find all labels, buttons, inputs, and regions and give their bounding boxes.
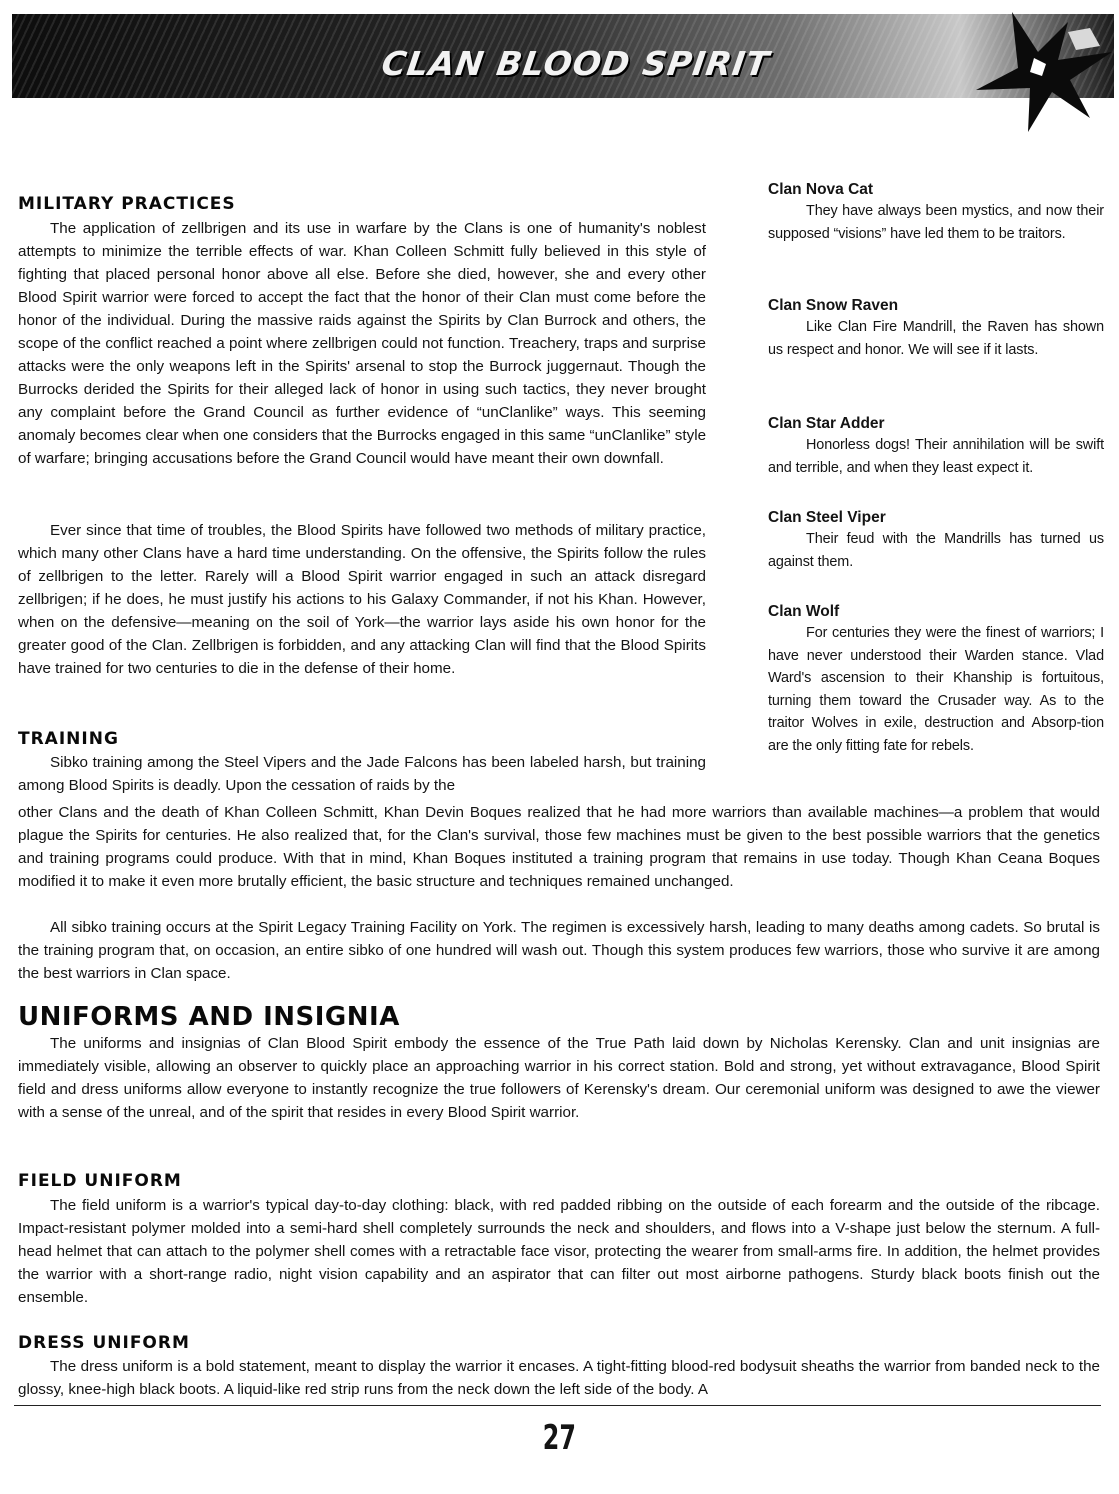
field-uniform-paragraph: The field uniform is a warrior's typical day-to-day clothing: black, with red padded ribbing on the outside of each forearm and the outside of the ribcage. Impact-resistant polymer molded into a semi-hard shell completely surrounds the neck and shoulders, and flows into a V-shape just below the sternum. A full-head helmet that can attach to the polymer shell comes with a retractable face visor, protecting the wearer from small-arms fire. In addition, the helmet provides the warrior with a short-range radio, night vision capability and an aspirator that can filter out most airborne pathogens. Sturdy black boots finish out the ensemble. [18,1197,1100,1306]
sidebar-entry-text: Their feud with the Mandrills has turned us against them. [768,531,1104,570]
training-paragraph-1-wide: other Clans and the death of Khan Colleen Schmitt, Khan Devin Boques realized that he had more warriors than available machines—a problem that would plague the Spirits for centuries. He also realized that, for the Clan's survival, those few machines must be given to the best possible warriors that the genetics and training programs could produce. With that in mind, Khan Boques instituted a training program that remains in use today. Though Khan Ceana Boques modified it to make it even more brutally efficient, the basic structure and techniques remained unchanged. [18,804,1100,890]
sidebar-entry-text: Honorless dogs! Their annihilation will be swift and terrible, and when they least expect it. [768,437,1104,476]
military-paragraph-2: Ever since that time of troubles, the Blood Spirits have followed two methods of military practice, which many other Clans have a hard time understanding. On the offensive, the Spirits follow the rules of zellbrigen to the letter. Rarely will a Blood Spirit warrior engaged in such an attack disregard zellbrigen; if he does, he must justify his actions to his Galaxy Commander, if not his Khan. However, when on the defensive—meaning on the soil of York—the warrior lays aside his own honor for the greater good of the Clan. Zellbrigen is forbidden, and any attacking Clan will find that the Blood Spirits have trained for two centuries to die in the defense of their home. [18,522,706,677]
field-uniform-heading: FIELD UNIFORM [18,1171,182,1191]
footer-rule [14,1405,1101,1406]
star-emblem-icon [972,2,1118,134]
sidebar-entry-text: They have always been mystics, and now their supposed “visions” have led them to be traitors. [768,203,1104,242]
sidebar-entry-wolf [768,602,1104,757]
military-paragraph-1: The application of zellbrigen and its use in warfare by the Clans is one of humanity's noblest attempts to minimize the terrible effects of war. Khan Colleen Schmitt fully believed in this style of fighting that placed personal honor above all else. Before she died, however, she and every other Blood Spirit warrior were forced to accept the fact that the honor of their Clan must come before the honor of the individual. During the massive raids against the Spirits by Clan Burrock and others, the scope of the conflict reached a point where zellbrigen could not function. Treachery, traps and surprise attacks were the only weapons left in the Spirits' arsenal to stop the Burrock juggernaut. Though the Burrocks derided the Spirits for their alleged lack of honor in using such tactics, they never brought any complaint before the Grand Council as further evidence of “unClanlike” ways. This seeming anomaly becomes clear when one considers that the Burrocks engaged in this same “unClanlike” style of warfare; bringing accusations before the Grand Council would have meant their own downfall. [18,220,707,467]
sidebar-entry-snow-raven [768,296,1104,361]
dress-uniform-paragraph: The dress uniform is a bold statement, meant to display the warrior it encases. A tight-fitting blood-red bodysuit sheaths the warrior from banded neck to the glossy, knee-high black boots. A liquid-like red strip runs from the neck down the left side of the body. A [18,1358,1100,1398]
header-banner [12,14,1114,98]
training-paragraph-1-narrow: Sibko training among the Steel Vipers and the Jade Falcons has been labeled harsh, but training among Blood Spirits is deadly. Upon the cessation of raids by the [18,754,706,794]
page-title: CLAN BLOOD SPIRIT [379,44,773,83]
sidebar-entry-steel-viper [768,508,1104,573]
dress-uniform-heading: DRESS UNIFORM [18,1333,190,1353]
uniforms-paragraph: The uniforms and insignias of Clan Blood Spirit embody the essence of the True Path laid down by Nicholas Kerensky. Clan and unit insignias are immediately visible, allowing an observer to quickly place an approaching warrior in his correct station. Bold and strong, yet without extravagance, Blood Spirit field and dress uniforms allow everyone to instantly recognize the true followers of Kerensky's dream. Our ceremonial uniform was designed to awe the viewer with a sense of the unreal, and of the spirit that resides in every Blood Spirit warrior. [18,1035,1100,1121]
sidebar-entry-title: Clan Snow Raven [768,297,899,314]
training-heading: TRAINING [18,729,119,749]
sidebar-entry-title: Clan Wolf [768,603,840,620]
training-paragraph-2: All sibko training occurs at the Spirit Legacy Training Facility on York. The regimen is excessively harsh, leading to many deaths among cadets. So brutal is the training program that, on occasion, an entire sibko of one hundred will wash out. Though this system produces few warriors, those who survive it are among the best warriors in Clan space. [18,919,1100,982]
uniforms-heading: UNIFORMS AND INSIGNIA [18,1002,400,1032]
sidebar-entry-title: Clan Steel Viper [768,509,886,526]
sidebar-entry-star-adder [768,414,1104,479]
page-number: 27 [542,1418,576,1458]
sidebar-entry-nova-cat [768,180,1104,245]
sidebar-entry-title: Clan Nova Cat [768,181,874,198]
sidebar-entry-title: Clan Star Adder [768,415,885,432]
sidebar-entry-text: Like Clan Fire Mandrill, the Raven has shown us respect and honor. We will see if it lasts. [768,319,1104,358]
military-practices-heading: MILITARY PRACTICES [18,194,236,214]
sidebar-entry-text: For centuries they were the finest of warriors; I have never understood their Warden stance. Vlad Ward's ascension to their Khanship is fortuitous, turning them toward the Crusader way. As to the traitor Wolves in exile, destruction and Absorp-tion are the only fitting fate for rebels. [768,625,1104,754]
